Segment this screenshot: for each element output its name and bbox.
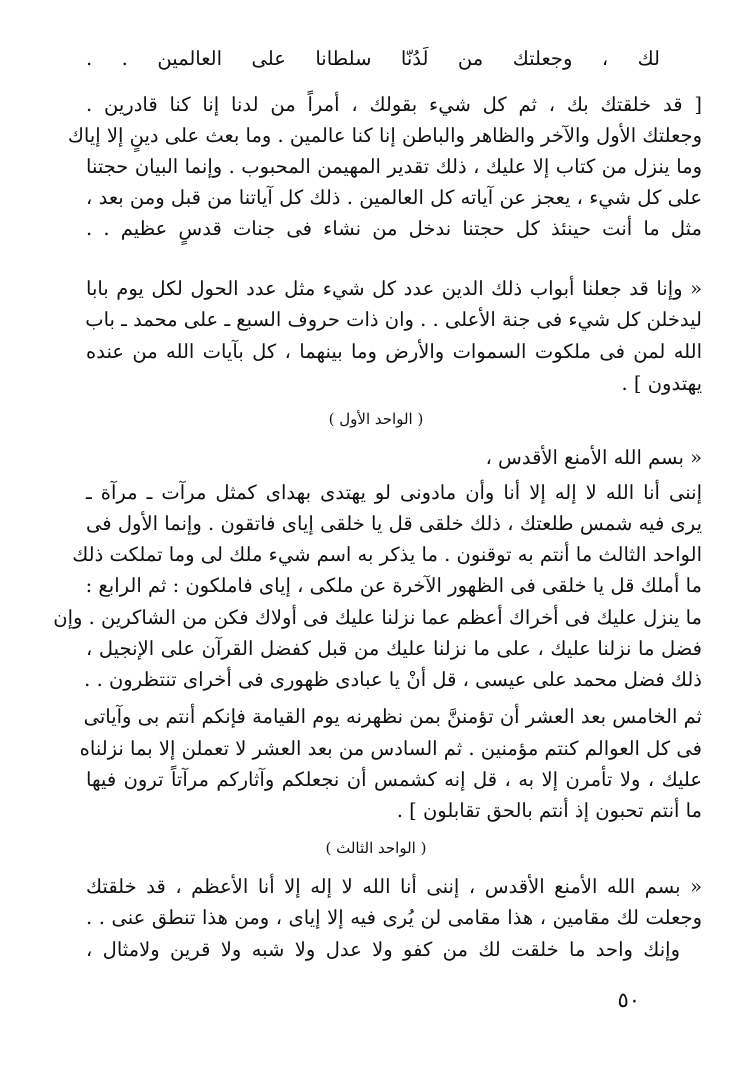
page-number: ٥٠ [617, 988, 640, 1012]
text-line: إننى أنا الله لا إله إلا أنا وأن مادونى لو يهتدى بهداى كمثل مرآت ـ مرآة ـ [86, 481, 702, 504]
text-line: ليدخلن كل شيء فى جنة الأعلى . . وان ذات حروف السبع ـ على محمد ـ باب [85, 308, 702, 331]
text-line: عليك ، ولا تأمرن إلا به ، قل إنه كشمس أن نجعلكم وآثاركم مرآتاً ترون فيها [86, 768, 702, 791]
section-heading-first-unit: ( الواحد الأول ) [328, 410, 424, 428]
text-line: الواحد الثالث ما أنتم به توقنون . ما يذكر به اسم شيء ملك لى وما تملكت ذلك [72, 543, 702, 566]
text-line-continuation: لك ، وجعلتك من لَدُنّا سلطانا على العالمين . . [86, 47, 660, 70]
text-line: فى كل العوالم كنتم مؤمنين . ثم السادس من بعد العشر لا تعملن إلا بما نزلناه [79, 737, 702, 760]
section-heading-third-unit: ( الواحد الثالث ) [325, 839, 427, 857]
text-line: يرى فيه شمس طلعتك ، ذلك خلقى قل يا خلقى إياى فاتقون . وإنما الأول فى [86, 512, 702, 535]
text-line: ما أملك قل يا خلقى فى الظهور الآخرة عن ملكى ، إياى فاملكون : ثم الرابع : [85, 574, 702, 597]
text-line: ما أنتم تحبون إذ أنتم بالحق تقابلون ] . [396, 799, 702, 822]
text-line: مثل ما أنت حينئذ كل حجتنا ندخل من نشاء فى جنات قدسٍ عظيم . . [86, 217, 702, 240]
text-line: وجعلتك الأول والآخر والظاهر والباطن إنا كنا عالمين . وما بعث على دينٍ إلا إياك [67, 124, 702, 147]
text-line: ذلك فضل محمد على عيسى ، قل أنْ يا عبادى ظهورى فى أخراى تنتظرون . . [84, 668, 702, 691]
text-line: وما ينزل من كتاب إلا عليك ، ذلك تقدير المهيمن المحبوب . وإنما البيان حجتنا [86, 155, 702, 178]
text-line: الله لمن فى ملكوت السموات والأرض وما بينهما ، كل بآيات الله من عنده [86, 340, 702, 363]
text-line: « وإنا قد جعلنا أبواب ذلك الدين عدد كل شيء مثل عدد الحول لكل يوم بابا [86, 277, 702, 300]
text-line: يهتدون ] . [621, 372, 702, 395]
text-line: ما ينزل عليك فى أخراك أعظم عما نزلنا عليك فى أولاك فكن من الشاكرين . وإن [53, 606, 702, 629]
text-line: ثم الخامس بعد العشر أن تؤمننَّ بمن نظهرنه يوم القيامة فإنكم أنتم بى وآياتى [83, 705, 702, 728]
text-line: وجعلت لك مقامين ، هذا مقامى لن يُرى فيه إلا إياى ، ومن هذا تنطق عنى . . [86, 906, 702, 929]
text-line: « بسم الله الأمنع الأقدس ، [485, 446, 702, 469]
text-line: على كل شيء ، يعجز عن آياته كل العالمين . ذلك كل آياتنا من قبل ومن بعد ، [86, 186, 702, 209]
text-line: « بسم الله الأمنع الأقدس ، إننى أنا الله لا إله إلا أنا الأعظم ، قد خلقتك [86, 875, 702, 898]
text-line: وإنك واحد ما خلقت لك من كفو ولا عدل ولا شبه ولا قرين ولامثال ، [86, 938, 680, 961]
text-line: فضل ما نزلنا عليك ، على ما نزلنا عليك من قبل كفضل القرآن على الإنجيل ، [86, 637, 702, 660]
text-line: [ قد خلقتك بك ، ثم كل شيء بقولك ، أمراً من لدنا إنا كنا قادرين . [86, 93, 702, 116]
